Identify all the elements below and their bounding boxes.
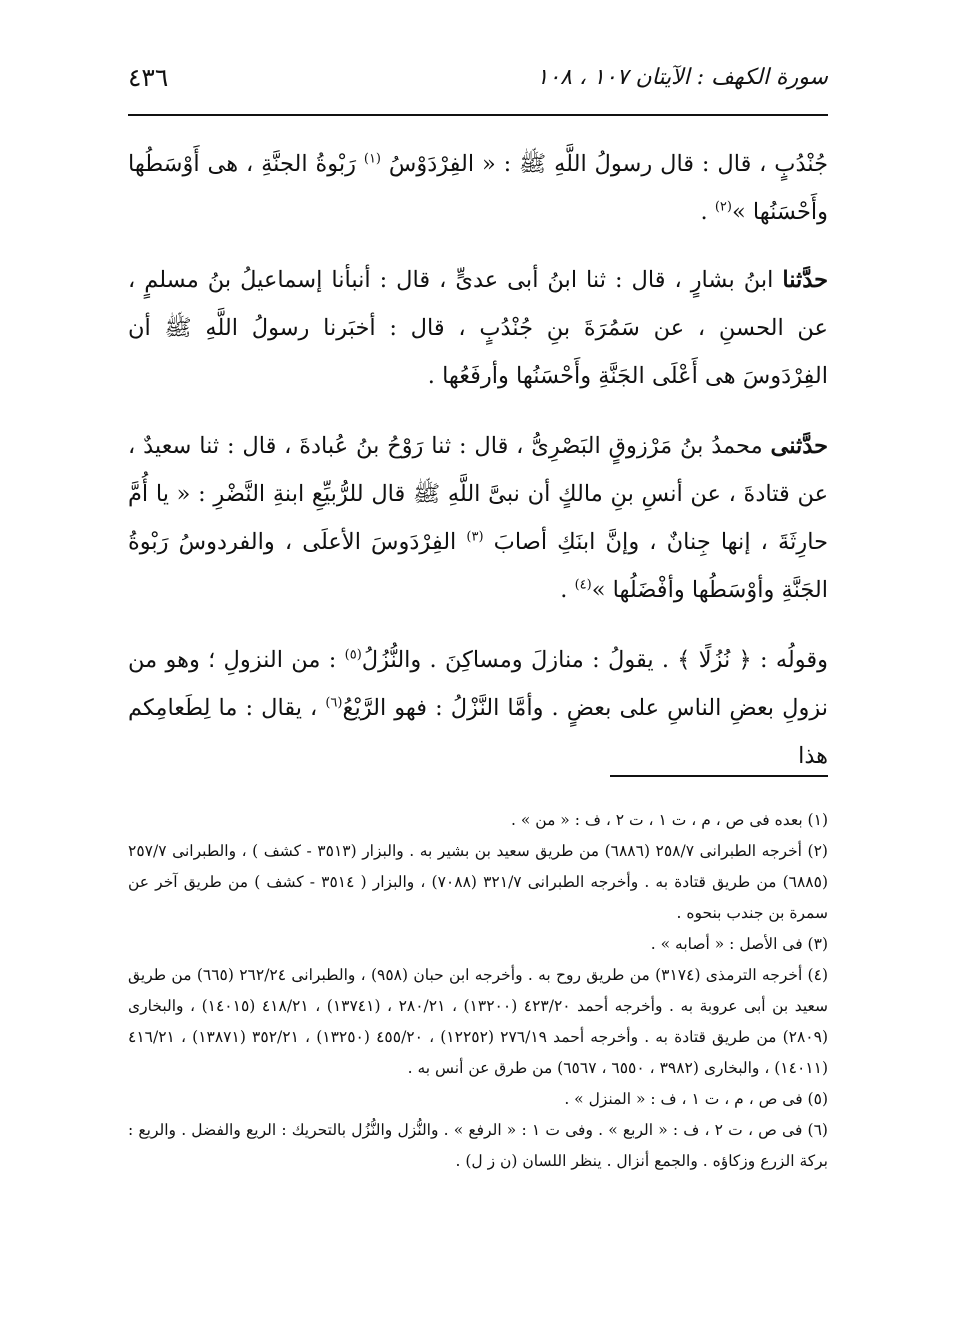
footnote-ref: (١) (363, 151, 381, 167)
footnote-ref: (٥) (344, 647, 362, 663)
running-title: سورة الكهف : الآيتان ١٠٧ ، ١٠٨ (536, 64, 828, 90)
paragraph-2 (128, 256, 828, 400)
paragraph-text: الفِرْدَوسَ الأعلَى ، والفردوسُ رَبْوةُ الجَنَّةِ وأوْسَطُها وأفْضَلُها » (128, 529, 828, 603)
footnote-4: (٤) أخرجه الترمذى (٣١٧٤) من طريق روح به . وأخرجه ابن حبان (٩٥٨) ، والطبرانى ٢٦٢/٢٤ (٦٦٥) من طريق سعيد بن أبى عروبة به . وأخرجه أحمد ٤٢٣/٢٠ (١٣٢٠٠) ، ٢٨٠/٢١ ، (١٣٧٤١) ، ٤١٨/٢١ (١٤٠١٥) ، والبخارى (٢٨٠٩) من طريق قتادة به . وأخرجه أحمد ٢٧٦/١٩ (١٢٢٥٢) ، ٤٥٥/٢٠ (١٣٢٥٠) ، ٣٥٢/٢١ (١٣٨٧١) ، ٤١٦/٢١ (١٤٠١١) ، والبخارى (٣٩٨٢ ، ٦٥٥٠ ، ٦٥٦٧) من طرق عن أنس به . (128, 966, 829, 1077)
isnad-lead: حدَّثنا (782, 267, 828, 293)
footnote-ref: (٦) (325, 695, 343, 711)
footnote-ref: (٢) (714, 199, 732, 215)
paragraph-text: جُنْدُبٍ ، قال : قال رسولُ اللَّهِ ﷺ : « الفِرْدَوْسُ (388, 151, 828, 177)
header-rule (128, 114, 828, 116)
footnotes (128, 805, 828, 1177)
footnote-ref: (٤) (574, 577, 592, 593)
page-number: ٤٣٦ (128, 62, 169, 92)
paragraph-text: : من النزولِ ؛ وهو من نزولِ بعضِ الناسِ على بعضٍ . وأمَّا النَّزْلُ : فهو الرَّيْعُ (128, 647, 829, 721)
paragraph-1 (128, 140, 828, 236)
footnote-3: (٣) فى الأصل : « أصابه » . (650, 935, 828, 953)
footnote-5: (٥) فى ص ، م ، ت ١ ، ف : « المنزل » . (564, 1090, 828, 1108)
footnote-ref: (٣) (466, 529, 484, 545)
paragraph-4 (128, 636, 828, 780)
main-text (128, 140, 828, 802)
footnote-1: (١) بعده فى ص ، م ، ت ١ ، ت ٢ ، ف : « من » . (511, 811, 828, 829)
footnotes-rule (610, 775, 828, 777)
page-header (128, 52, 828, 102)
paragraph-text: محمدُ بنُ مَرْزوقٍ البَصْرِىُّ ، قال : ثنا رَوْحُ بنُ عُبادةَ ، قال : ثنا سعيدٌ ، عن قتادةَ ، عن أنسِ بنِ مالكٍ أن نبىَّ اللَّهِ ﷺ قال للرُّبيِّعِ ابنةِ النَّضْرِ : « يا أُمَّ حارِثَةَ ، إنها جِنانٌ ، وإنَّ ابنَكِ أصابَ (128, 433, 828, 555)
paragraph-text: وقولُه : ﴿ نُزُلًا ﴾ . يقولُ : منازلَ ومساكِنَ . والنُّزُلُ (361, 647, 829, 673)
paragraph-3 (128, 422, 828, 614)
paragraph-text: رَبْوةُ الجنَّةِ ، هى أَوْسَطُها وأَحْسَنُها » (128, 151, 828, 225)
isnad-lead: حدَّثنى (770, 433, 828, 459)
paragraph-text: . (560, 577, 568, 603)
paragraph-text: ، يقال : ما لِطَعامِكم هذا (128, 695, 828, 769)
footnote-2: (٢) أخرجه الطبرانى ٢٥٨/٧ (٦٨٨٦) من طريق سعيد بن بشير به . والبزار (٣٥١٣ - كشف ) ، والطبرانى ٢٥٧/٧ (٦٨٨٥) من طريق قتادة به . وأخرجه الطبرانى ٣٢١/٧ (٧٠٨٨) ، والبزار ( ٣٥١٤ - كشف ) من طريق آخر عن سمرة بن جندب بنحوه . (128, 842, 828, 922)
footnote-6: (٦) فى ص ، ت ٢ ، ف : « الربع » . وفى ت ١ : « الرفع » . والنُّزل والنُّزُل بالتحريك : الريع والفضل . والريع : بركة الزرع وزكاؤه . والجمع أنزال . ينظر اللسان (ن ز ل) . (128, 1121, 828, 1170)
paragraph-text: . (700, 199, 708, 225)
paragraph-text: ابنُ بشارٍ ، قال : ثنا ابنُ أبى عدىٍّ ، قال : أنبأنا إسماعيلُ بنُ مسلمٍ ، عن الحسنِ ، عن سَمُرَةَ بنِ جُنْدُبٍ ، قال : أخبَرنا رسولُ اللَّهِ ﷺ أن الفِرْدَوسَ هى أَعْلَى الجَنَّةِ وأَحْسَنُها وأرفَعُها . (128, 267, 828, 389)
